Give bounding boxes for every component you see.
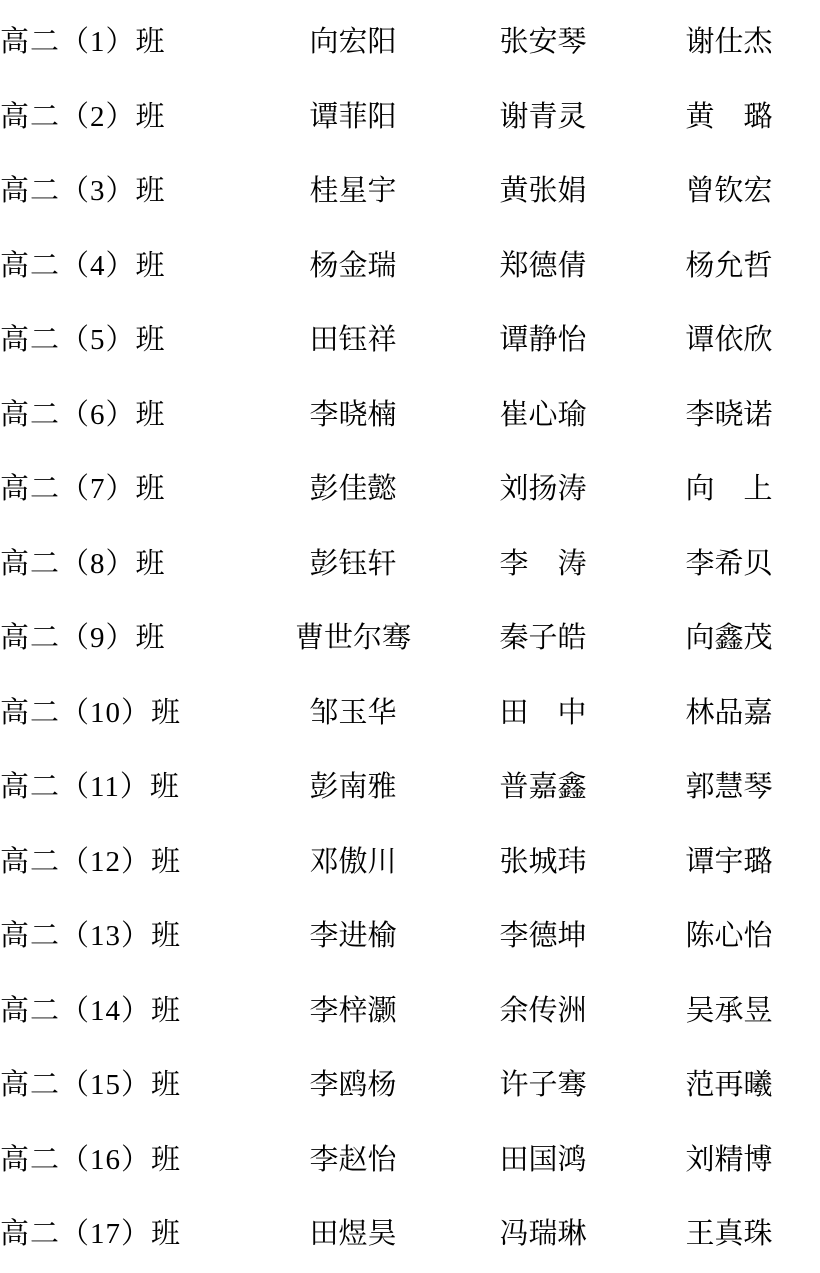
table-row bbox=[0, 230, 820, 305]
table-row bbox=[0, 1198, 820, 1273]
table-row bbox=[0, 677, 820, 752]
student-name-1: 邓傲川 bbox=[309, 845, 397, 878]
table-row bbox=[0, 453, 820, 528]
student-name-2: 张城玮 bbox=[499, 845, 587, 878]
student-name-1: 李梓灏 bbox=[309, 994, 397, 1027]
student-name-3: 向鑫茂 bbox=[685, 622, 773, 655]
student-name-1: 李鸥杨 bbox=[309, 1069, 397, 1102]
class-label: 高二（9）班 bbox=[0, 622, 166, 655]
student-name-2: 谭静怡 bbox=[499, 324, 587, 357]
student-name-3: 杨允哲 bbox=[685, 249, 773, 282]
class-label: 高二（5）班 bbox=[0, 324, 166, 357]
class-label: 高二（17）班 bbox=[0, 1218, 182, 1251]
table-row bbox=[0, 900, 820, 975]
student-name-1: 桂星宇 bbox=[309, 175, 397, 208]
student-name-3: 刘精博 bbox=[685, 1143, 773, 1176]
student-name-1: 李进榆 bbox=[309, 920, 397, 953]
class-label: 高二（2）班 bbox=[0, 100, 166, 133]
student-name-1: 彭南雅 bbox=[309, 771, 397, 804]
student-name-3: 谭宇璐 bbox=[685, 845, 773, 878]
student-name-3: 郭慧琴 bbox=[685, 771, 773, 804]
student-name-1: 李晓楠 bbox=[309, 398, 397, 431]
table-row bbox=[0, 751, 820, 826]
student-name-2: 秦子皓 bbox=[499, 622, 587, 655]
student-name-2: 郑德倩 bbox=[499, 249, 587, 282]
student-name-2: 李 涛 bbox=[499, 547, 587, 580]
student-name-3: 曾钦宏 bbox=[685, 175, 773, 208]
student-name-2: 李德坤 bbox=[499, 920, 587, 953]
student-name-3: 林品嘉 bbox=[685, 696, 773, 729]
class-label: 高二（1）班 bbox=[0, 26, 166, 59]
class-label: 高二（8）班 bbox=[0, 547, 166, 580]
class-label: 高二（13）班 bbox=[0, 920, 182, 953]
student-name-3: 王真珠 bbox=[685, 1218, 773, 1251]
student-name-1: 田钰祥 bbox=[309, 324, 397, 357]
student-name-1: 杨金瑞 bbox=[309, 249, 397, 282]
student-name-3: 吴承昱 bbox=[685, 994, 773, 1027]
class-label: 高二（7）班 bbox=[0, 473, 166, 506]
roster-table bbox=[0, 6, 820, 1273]
table-row bbox=[0, 528, 820, 603]
table-row bbox=[0, 379, 820, 454]
student-name-3: 李希贝 bbox=[685, 547, 773, 580]
student-name-1: 邹玉华 bbox=[309, 696, 397, 729]
class-label: 高二（3）班 bbox=[0, 175, 166, 208]
table-row bbox=[0, 602, 820, 677]
class-label: 高二（10）班 bbox=[0, 696, 182, 729]
student-name-1: 曹世尔骞 bbox=[294, 622, 411, 655]
roster-table-body bbox=[0, 6, 820, 1273]
table-row bbox=[0, 304, 820, 379]
student-name-3: 谭依欣 bbox=[685, 324, 773, 357]
class-label: 高二（12）班 bbox=[0, 845, 182, 878]
student-name-1: 谭菲阳 bbox=[309, 100, 397, 133]
student-name-2: 刘扬涛 bbox=[499, 473, 587, 506]
student-name-3: 李晓诺 bbox=[685, 398, 773, 431]
table-row bbox=[0, 826, 820, 901]
table-row bbox=[0, 6, 820, 81]
student-name-2: 田国鸿 bbox=[499, 1143, 587, 1176]
student-name-2: 谢青灵 bbox=[499, 100, 587, 133]
table-row bbox=[0, 975, 820, 1050]
student-name-2: 崔心瑜 bbox=[499, 398, 587, 431]
class-label: 高二（16）班 bbox=[0, 1143, 182, 1176]
student-name-2: 田 中 bbox=[499, 696, 587, 729]
student-name-2: 冯瑞琳 bbox=[499, 1218, 587, 1251]
student-name-3: 陈心怡 bbox=[685, 920, 773, 953]
table-row bbox=[0, 1049, 820, 1124]
student-name-3: 范再曦 bbox=[685, 1069, 773, 1102]
student-name-1: 彭佳懿 bbox=[309, 473, 397, 506]
student-name-2: 黄张娟 bbox=[499, 175, 587, 208]
student-name-1: 向宏阳 bbox=[309, 26, 397, 59]
class-label: 高二（15）班 bbox=[0, 1069, 182, 1102]
student-name-2: 许子骞 bbox=[499, 1069, 587, 1102]
table-row bbox=[0, 1124, 820, 1199]
student-name-3: 谢仕杰 bbox=[685, 26, 773, 59]
table-row bbox=[0, 81, 820, 156]
class-label: 高二（6）班 bbox=[0, 398, 166, 431]
class-label: 高二（14）班 bbox=[0, 994, 182, 1027]
student-name-3: 黄 璐 bbox=[685, 100, 773, 133]
student-name-2: 张安琴 bbox=[499, 26, 587, 59]
class-label: 高二（11）班 bbox=[0, 771, 180, 804]
table-row bbox=[0, 155, 820, 230]
student-name-3: 向 上 bbox=[685, 473, 773, 506]
student-name-1: 李赵怡 bbox=[309, 1143, 397, 1176]
student-name-1: 彭钰轩 bbox=[309, 547, 397, 580]
student-name-2: 普嘉鑫 bbox=[499, 771, 587, 804]
student-name-2: 余传洲 bbox=[499, 994, 587, 1027]
student-name-1: 田煜昊 bbox=[309, 1218, 397, 1251]
class-label: 高二（4）班 bbox=[0, 249, 166, 282]
